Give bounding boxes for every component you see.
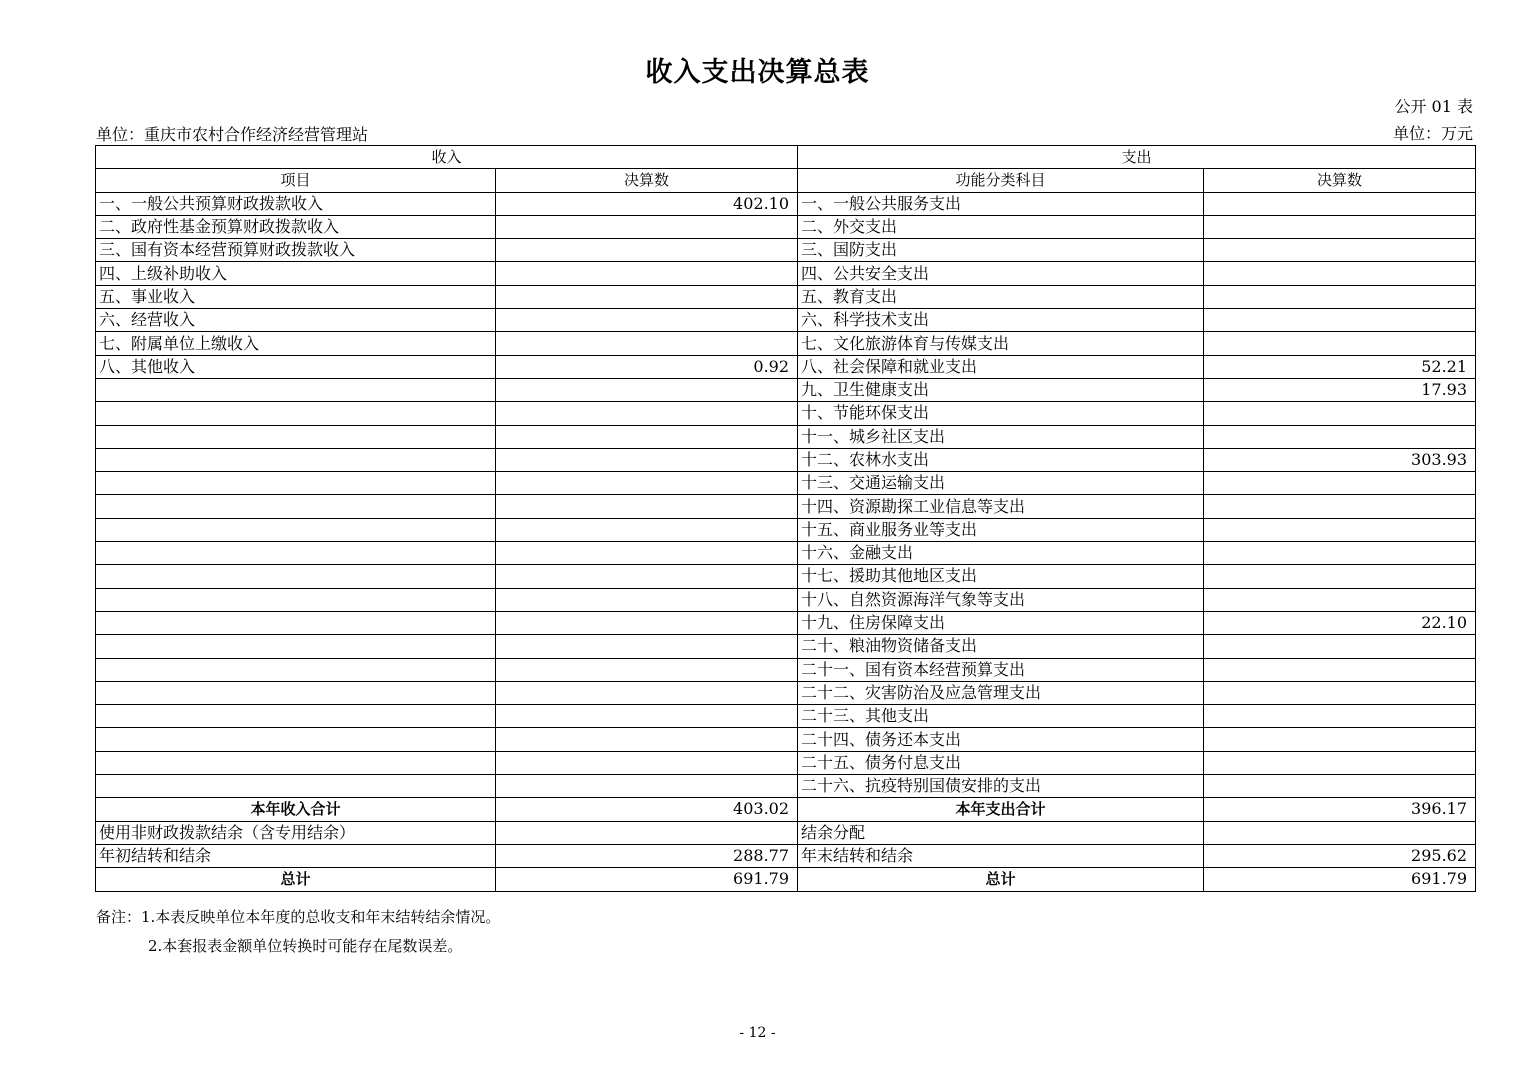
table-row xyxy=(96,192,1476,215)
unit-measure: 单位：万元 xyxy=(1392,124,1473,143)
expense-value-cell xyxy=(1204,681,1476,704)
table-row xyxy=(96,425,1476,448)
income-item-cell xyxy=(96,658,496,681)
table-row xyxy=(96,355,1476,378)
table-row xyxy=(96,215,1476,238)
table-row xyxy=(96,402,1476,425)
expense-value-cell xyxy=(1204,658,1476,681)
income-item-cell xyxy=(96,542,496,565)
grand-total-row xyxy=(96,868,1476,891)
income-item-cell xyxy=(96,448,496,471)
table-header-row xyxy=(96,169,1476,192)
page-title: 收入支出决算总表 xyxy=(645,57,870,88)
income-item-cell xyxy=(96,378,496,401)
income-item-cell: 七、附属单位上缴收入 xyxy=(96,332,496,355)
note-2: 2.本套报表金额单位转换时可能存在尾数误差。 xyxy=(148,937,463,955)
expense-value-cell xyxy=(1204,588,1476,611)
income-value-cell xyxy=(496,728,798,751)
expense-item-cell: 二十一、国有资本经营预算支出 xyxy=(798,658,1204,681)
begin-balance-value: 288.77 xyxy=(496,844,798,867)
expense-value-cell: 17.93 xyxy=(1204,378,1476,401)
end-balance-label: 年末结转和结余 xyxy=(798,844,1204,867)
expense-value-cell xyxy=(1204,518,1476,541)
expense-item-cell: 七、文化旅游体育与传媒支出 xyxy=(798,332,1204,355)
year-income-label: 本年收入合计 xyxy=(96,798,496,821)
expense-item-cell: 四、公共安全支出 xyxy=(798,262,1204,285)
income-item-cell: 一、一般公共预算财政拨款收入 xyxy=(96,192,496,215)
income-value-cell xyxy=(496,285,798,308)
expense-value-cell xyxy=(1204,705,1476,728)
income-value-cell xyxy=(496,751,798,774)
income-header: 收入 xyxy=(96,146,798,169)
table-row xyxy=(96,565,1476,588)
income-value-cell xyxy=(496,332,798,355)
table-row xyxy=(96,705,1476,728)
expense-item-cell: 十七、援助其他地区支出 xyxy=(798,565,1204,588)
income-item-cell xyxy=(96,425,496,448)
income-value-cell xyxy=(496,309,798,332)
expense-item-cell: 十三、交通运输支出 xyxy=(798,472,1204,495)
income-value-cell xyxy=(496,472,798,495)
income-item-cell: 三、国有资本经营预算财政拨款收入 xyxy=(96,239,496,262)
expense-item-cell: 二十三、其他支出 xyxy=(798,705,1204,728)
expense-item-cell: 二十、粮油物资储备支出 xyxy=(798,635,1204,658)
income-item-cell xyxy=(96,588,496,611)
expense-value-cell xyxy=(1204,472,1476,495)
income-value-cell: 402.10 xyxy=(496,192,798,215)
income-value-cell xyxy=(496,635,798,658)
grand-expense-value: 691.79 xyxy=(1204,868,1476,891)
income-value-cell xyxy=(496,262,798,285)
income-value-cell xyxy=(496,705,798,728)
income-item-cell xyxy=(96,751,496,774)
income-value-cell xyxy=(496,681,798,704)
expense-value-cell xyxy=(1204,775,1476,798)
income-value-cell xyxy=(496,565,798,588)
income-item-cell: 五、事业收入 xyxy=(96,285,496,308)
note-1: 备注：1.本表反映单位本年度的总收支和年末结转结余情况。 xyxy=(96,908,501,926)
expense-item-cell: 十二、农林水支出 xyxy=(798,448,1204,471)
table-row xyxy=(96,588,1476,611)
table-row xyxy=(96,611,1476,634)
expense-item-cell: 十、节能环保支出 xyxy=(798,402,1204,425)
expense-item-cell: 十一、城乡社区支出 xyxy=(798,425,1204,448)
expense-value-cell xyxy=(1204,751,1476,774)
year-expense-label: 本年支出合计 xyxy=(798,798,1204,821)
income-item-cell xyxy=(96,728,496,751)
income-value-cell xyxy=(496,588,798,611)
table-row xyxy=(96,309,1476,332)
amount2-header: 决算数 xyxy=(1204,169,1476,192)
income-item-cell: 四、上级补助收入 xyxy=(96,262,496,285)
table-row xyxy=(96,751,1476,774)
end-balance-value: 295.62 xyxy=(1204,844,1476,867)
table-row xyxy=(96,635,1476,658)
table-row xyxy=(96,681,1476,704)
item-header: 项目 xyxy=(96,169,496,192)
year-total-row xyxy=(96,798,1476,821)
income-item-cell: 八、其他收入 xyxy=(96,355,496,378)
expense-value-cell xyxy=(1204,239,1476,262)
income-item-cell xyxy=(96,472,496,495)
income-item-cell xyxy=(96,402,496,425)
func-item-header: 功能分类科目 xyxy=(798,169,1204,192)
nonfiscal-value xyxy=(496,821,798,844)
expense-item-cell: 十四、资源勘探工业信息等支出 xyxy=(798,495,1204,518)
income-value-cell xyxy=(496,448,798,471)
income-item-cell xyxy=(96,635,496,658)
expense-item-cell: 二十四、债务还本支出 xyxy=(798,728,1204,751)
expense-item-cell: 三、国防支出 xyxy=(798,239,1204,262)
income-value-cell xyxy=(496,518,798,541)
expense-value-cell: 303.93 xyxy=(1204,448,1476,471)
table-row xyxy=(96,448,1476,471)
nonfiscal-label: 使用非财政拨款结余（含专用结余） xyxy=(96,821,496,844)
expense-item-cell: 十五、商业服务业等支出 xyxy=(798,518,1204,541)
income-value-cell xyxy=(496,215,798,238)
expense-value-cell: 22.10 xyxy=(1204,611,1476,634)
form-code: 公开 01 表 xyxy=(1394,97,1473,116)
expense-value-cell xyxy=(1204,215,1476,238)
income-item-cell: 二、政府性基金预算财政拨款收入 xyxy=(96,215,496,238)
expense-value-cell xyxy=(1204,192,1476,215)
expense-value-cell xyxy=(1204,565,1476,588)
expense-item-cell: 六、科学技术支出 xyxy=(798,309,1204,332)
income-value-cell: 0.92 xyxy=(496,355,798,378)
expense-item-cell: 二、外交支出 xyxy=(798,215,1204,238)
income-item-cell xyxy=(96,565,496,588)
income-item-cell xyxy=(96,775,496,798)
table-body xyxy=(96,192,1476,798)
grand-expense-label: 总计 xyxy=(798,868,1204,891)
expense-item-cell: 八、社会保障和就业支出 xyxy=(798,355,1204,378)
table-row xyxy=(96,518,1476,541)
grand-income-label: 总计 xyxy=(96,868,496,891)
surplus-dist-label: 结余分配 xyxy=(798,821,1204,844)
balance-row xyxy=(96,844,1476,867)
grand-income-value: 691.79 xyxy=(496,868,798,891)
table-row xyxy=(96,542,1476,565)
expense-item-cell: 十八、自然资源海洋气象等支出 xyxy=(798,588,1204,611)
income-item-cell: 六、经营收入 xyxy=(96,309,496,332)
income-value-cell xyxy=(496,775,798,798)
income-value-cell xyxy=(496,402,798,425)
expense-value-cell xyxy=(1204,495,1476,518)
table-row xyxy=(96,728,1476,751)
income-expense-table xyxy=(95,145,1476,892)
table-totals xyxy=(96,798,1476,891)
income-item-cell xyxy=(96,681,496,704)
year-income-value: 403.02 xyxy=(496,798,798,821)
page-number: - 12 - xyxy=(739,1025,776,1041)
expense-item-cell: 九、卫生健康支出 xyxy=(798,378,1204,401)
expense-item-cell: 十六、金融支出 xyxy=(798,542,1204,565)
nonfiscal-row xyxy=(96,821,1476,844)
table-row xyxy=(96,472,1476,495)
expense-item-cell: 二十六、抗疫特别国债安排的支出 xyxy=(798,775,1204,798)
income-value-cell xyxy=(496,425,798,448)
notes xyxy=(96,903,500,961)
amount-header: 决算数 xyxy=(496,169,798,192)
table-row xyxy=(96,239,1476,262)
expense-value-cell xyxy=(1204,285,1476,308)
expense-value-cell: 52.21 xyxy=(1204,355,1476,378)
income-value-cell xyxy=(496,611,798,634)
expense-value-cell xyxy=(1204,262,1476,285)
expense-item-cell: 一、一般公共服务支出 xyxy=(798,192,1204,215)
table-header-group-row xyxy=(96,146,1476,169)
income-item-cell xyxy=(96,611,496,634)
expense-header: 支出 xyxy=(798,146,1476,169)
begin-balance-label: 年初结转和结余 xyxy=(96,844,496,867)
expense-item-cell: 五、教育支出 xyxy=(798,285,1204,308)
surplus-dist-value xyxy=(1204,821,1476,844)
expense-value-cell xyxy=(1204,402,1476,425)
table-row xyxy=(96,262,1476,285)
income-value-cell xyxy=(496,495,798,518)
expense-value-cell xyxy=(1204,635,1476,658)
table-row xyxy=(96,332,1476,355)
expense-item-cell: 十九、住房保障支出 xyxy=(798,611,1204,634)
unit-name: 单位：重庆市农村合作经济经营管理站 xyxy=(96,125,369,144)
income-value-cell xyxy=(496,542,798,565)
table-row xyxy=(96,378,1476,401)
income-value-cell xyxy=(496,658,798,681)
table-row xyxy=(96,285,1476,308)
expense-item-cell: 二十二、灾害防治及应急管理支出 xyxy=(798,681,1204,704)
expense-value-cell xyxy=(1204,309,1476,332)
expense-value-cell xyxy=(1204,425,1476,448)
expense-value-cell xyxy=(1204,728,1476,751)
income-item-cell xyxy=(96,705,496,728)
income-value-cell xyxy=(496,239,798,262)
table-row xyxy=(96,658,1476,681)
table-row xyxy=(96,775,1476,798)
year-expense-value: 396.17 xyxy=(1204,798,1476,821)
expense-value-cell xyxy=(1204,332,1476,355)
income-item-cell xyxy=(96,495,496,518)
income-item-cell xyxy=(96,518,496,541)
expense-item-cell: 二十五、债务付息支出 xyxy=(798,751,1204,774)
income-value-cell xyxy=(496,378,798,401)
expense-value-cell xyxy=(1204,542,1476,565)
table-row xyxy=(96,495,1476,518)
